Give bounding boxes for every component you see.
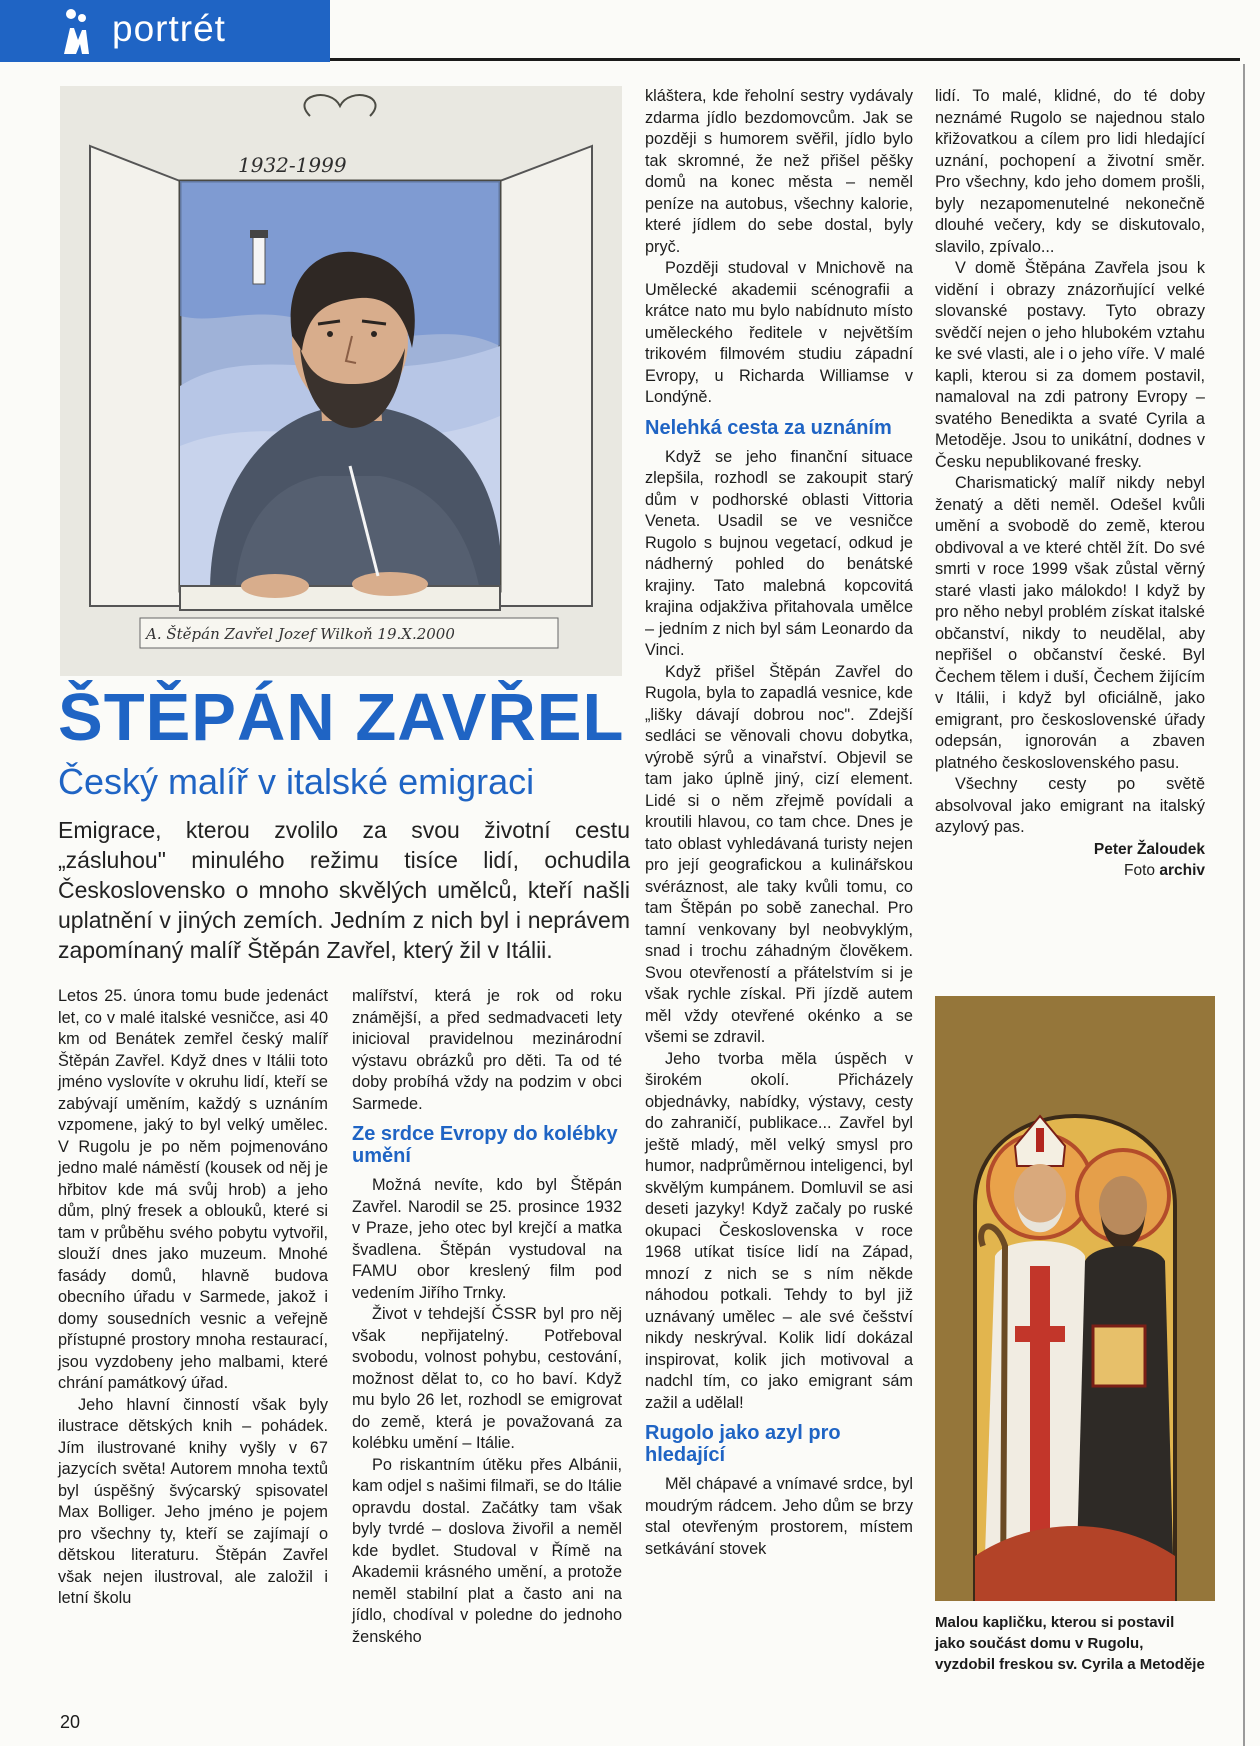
page-number: 20 xyxy=(60,1712,81,1732)
paragraph: Všechny cesty po světě absolvoval jako emigrant na italský azylový pas. xyxy=(935,775,1205,836)
author-credit xyxy=(935,839,1205,881)
portrait-illustration xyxy=(60,86,622,676)
paragraph: Charismatický malíř nikdy nebyl ženatý a děti neměl. Odešel kvůli umění a svobodě do země, kterou obdivoval a ve které chtěl žít. Do své smrti v roce 1999 však zůstal věrný staré vlasti jako málokdo! I když by pro něho nebyl problém získat italské občanství, nikdy to neudělal, aby nepřišel o občanství české. Byl Čechem tělem i duší, Čechem žijícím v Itálii, i když byl oficiálně, jako emigrant, pro československé úřady odepsán, ignorován a zbaven platného československého pasu. xyxy=(935,474,1205,772)
section-heading: Nelehká cesta za uznáním xyxy=(645,416,892,439)
paragraph: Po riskantním útěku přes Albánii, kam odjel s našimi filmaři, se do Itálie opravdu dostal. Začátky tam však byly tvrdé – doslova živořil a neměl kde bydlet. Studoval v Římě na Akademii krásného umění, a protože neměl stabilní plat a často ani na jídlo, chodíval v poledne do jednoho ženského xyxy=(352,1455,622,1646)
lead-paragraph: Emigrace, kterou zvolilo za svou životní cestu „zásluhou" minulého režimu tisíce lidí, ochudila Československo o mnoho skvělých umělců, kteří našli uplatnění v jiných zemích. Jedním z nich byl i neprávem zapomínaný malíř Štěpán Zavřel, který žil v Itálii. xyxy=(58,817,630,963)
article-column-3 xyxy=(645,86,913,1560)
author-name: Peter Žaloudek xyxy=(1093,840,1205,858)
dates-inscription: 1932-1999 xyxy=(238,153,347,177)
paragraph: Možná nevíte, kdo byl Štěpán Zavřel. Narodil se 25. prosince 1932 v Praze, jeho otec byl krejčí a matka švadlena. Štěpán vystudoval na FAMU obor kreslený film pod vedením Jiřího Trnky. xyxy=(352,1176,622,1302)
paragraph: lidí. To malé, klidné, do té doby neznámé Rugolo se najednou stalo křižovatkou a cílem pro lidi hledající uznání, pochopení a životní směr. Pro všechny, kdo jeho domem prošli, byly nezapomenutelné nekonečně dlouhé večery, kdy se diskutovalo, slavilo, zpívalo... xyxy=(935,87,1205,256)
paragraph: Když přišel Štěpán Zavřel do Rugola, byla to zapadlá vesnice, kde „lišky dávají dobrou noc". Zdejší sedláci se věnovali chovu dobytka, výrobě sýrů a vinařství. Objevil se tam jako úplně jiný, cizí element. Lidé si o něm zřejmě povídali a kroutili hlavou, co tam chce. Dnes je tato oblast vyhledávaná turisty nejen pro její geografickou a kulinářskou svéráznost, ale taky kvůli tomu, co tam Štěpán po sobě zanechal. Pro tamní venkovany byl neobvyklým, snad i trochu záhadným člověkem. Svou otevřeností a přátelstvím si je však rychle získal. Při jízdě autem měl vždy otevřené okénko a se všemi se zdravil. xyxy=(645,662,913,1046)
photo-credit-label: Foto xyxy=(1124,861,1156,879)
article-column-1 xyxy=(58,986,328,1610)
portrait-painting xyxy=(60,86,622,676)
section-heading: Rugolo jako azyl pro hledající xyxy=(645,1422,841,1466)
paragraph: Později studoval v Mnichově na Umělecké akademii scénografii a krátce nato mu bylo nabídnuto místo uměleckého ředitele v největším trikovém filmovém studiu západní Evropy, u Richarda Williamse v Londýně. xyxy=(645,259,913,406)
paragraph: Život v tehdejší ČSSR byl pro něj však nepřijatelný. Potřeboval svobodu, volnost pohybu, cestování, možnost dělat to, co ho baví. Když mu bylo 26 let, rozhodl se emigrovat do země, která je považovaná za kolébku umění – Itálie. xyxy=(352,1305,622,1452)
paragraph: Když se jeho finanční situace zlepšila, rozhodl se zakoupit starý dům v podhorské oblasti Vittoria Veneta. Usadil se ve vesničce Rugolo s bujnou vegetací, odkud je nádherný pohled do benátské krajiny. Tato malebná kopcovitá krajina odjakživa přitahovala umělce – jedním z nich byl sám Leonardo da Vinci. xyxy=(645,447,913,659)
article-column-2 xyxy=(352,986,622,1648)
paragraph: kláštera, kde řeholní sestry vydávaly zdarma jídlo bezdomovcům. Jak se později s humorem svěřil, jídlo bylo tak skromné, že než přišel pěšky domů na konec města – neměl peníze na autobus, všechny kalorie, které jídlem do sebe dostal, byly pryč. xyxy=(645,87,913,256)
page-edge-rule xyxy=(1243,64,1245,1746)
paragraph: Měl chápavé a vnímavé srdce, byl moudrým rádcem. Jeho dům se brzy stal otevřeným prostorem, místem setkávání stovek xyxy=(645,1475,913,1558)
person-icon xyxy=(60,6,90,56)
photo-credit xyxy=(935,860,1205,881)
paragraph: Jeho tvorba měla úspěch v širokém okolí. Přicházely objednávky, nabídky, výstavy, cesty do zahraničí, publikace... Zavřel byl ještě mladý, měl velký smysl pro humor, nadprůměrnou inteligenci, byl skvělým kumpánem. Domluvil se asi deseti jazyky! Když začaly po ruské okupaci Československa v roce 1968 utíkat tisíce lidí na Západ, mnozí z nich se s ním někde náhodou potkali. Tehdy to byl již uznávaný umělec – ale své češství nikdy neskrýval. Kolik lidí dokázal inspirovat, kolik jich motivoval a nadchl tím, co jako emigrant sám zažil a udělal! xyxy=(645,1049,913,1412)
signature-inscription: A. Štěpán Zavřel Jozef Wilkoň 19.X.2000 xyxy=(146,625,455,643)
paragraph: malířství, která je rok od roku známější, a před sedmadvaceti lety inicioval pravidelnou mezinárodní výstavu obrázků pro děti. Ta od té doby probíhá vždy na podzim v obci Sarmede. xyxy=(352,987,622,1113)
paragraph: V domě Štěpána Zavřela jsou k vidění i obrazy znázorňující velké slovanské postavy. Tyto obrazy svědčí nejen o jeho hlubokém vztahu ke své vlasti, ale i o jeho víře. V malé kapli, kterou si za domem postavil, namaloval na zdi patrony Evropy – svatého Benedikta a svaté Cyrila a Metoděje. Jsou to unikátní, dodnes v Česku nepublikované fresky. xyxy=(935,259,1205,471)
subheadline: Český malíř v italské emigraci xyxy=(58,761,535,802)
header-rule xyxy=(330,58,1240,61)
section-heading: Ze srdce Evropy do kolébky umění xyxy=(352,1123,618,1167)
fresco-photo xyxy=(935,996,1215,1601)
headline: ŠTĚPÁN ZAVŘEL xyxy=(58,680,625,755)
saints-fresco xyxy=(935,996,1215,1601)
section-label: portrét xyxy=(112,8,226,49)
paragraph: Jeho hlavní činností však byly ilustrace dětských knih – pohádek. Jím ilustrované knihy vyšly v 67 jazycích světa! Autorem mnoha textů byl úspěšný švýcarský spisovatel Max Bolliger. Jeho jméno je pojem pro všechny ty, kteří se zajímají o dětskou literaturu. Štěpán Zavřel však nejen ilustroval, ale založil i letní školu xyxy=(58,1395,328,1607)
photo-caption: Malou kapličku, kterou si postavil jako součást domu v Rugolu, vyzdobil freskou sv. Cyrila a Metoděje xyxy=(935,1614,1205,1673)
paragraph: Letos 25. února tomu bude jedenáct let, co v malé italské vesničce, asi 40 km od Benátek zemřel český malíř Štěpán Zavřel. Když dnes v Itálii toto jméno vyslovíte v okruhu lidí, kteří se zabývají uměním, každý s uznáním vzpomene, jaký to byl velký umělec. V Rugolu je po něm pojmenováno jedno malé náměstí (kousek od něj je hřbitov kde má svůj hrob) a jeho dům, plný fresek a oblouků, které si tam v průběhu svého pobytu vytvořil, slouží dnes jako muzeum. Mnohé fasády domů, hlavně budova obecního úřadu v Sarmede, jakož i domy sousedních vesnic a veřejně přístupné prostory mnoha restaurací, jsou vyzdobeny jeho malbami, které chrání památkový úřad. xyxy=(58,987,328,1392)
photo-credit-value: archiv xyxy=(1159,861,1205,879)
article-column-4 xyxy=(935,86,1205,881)
